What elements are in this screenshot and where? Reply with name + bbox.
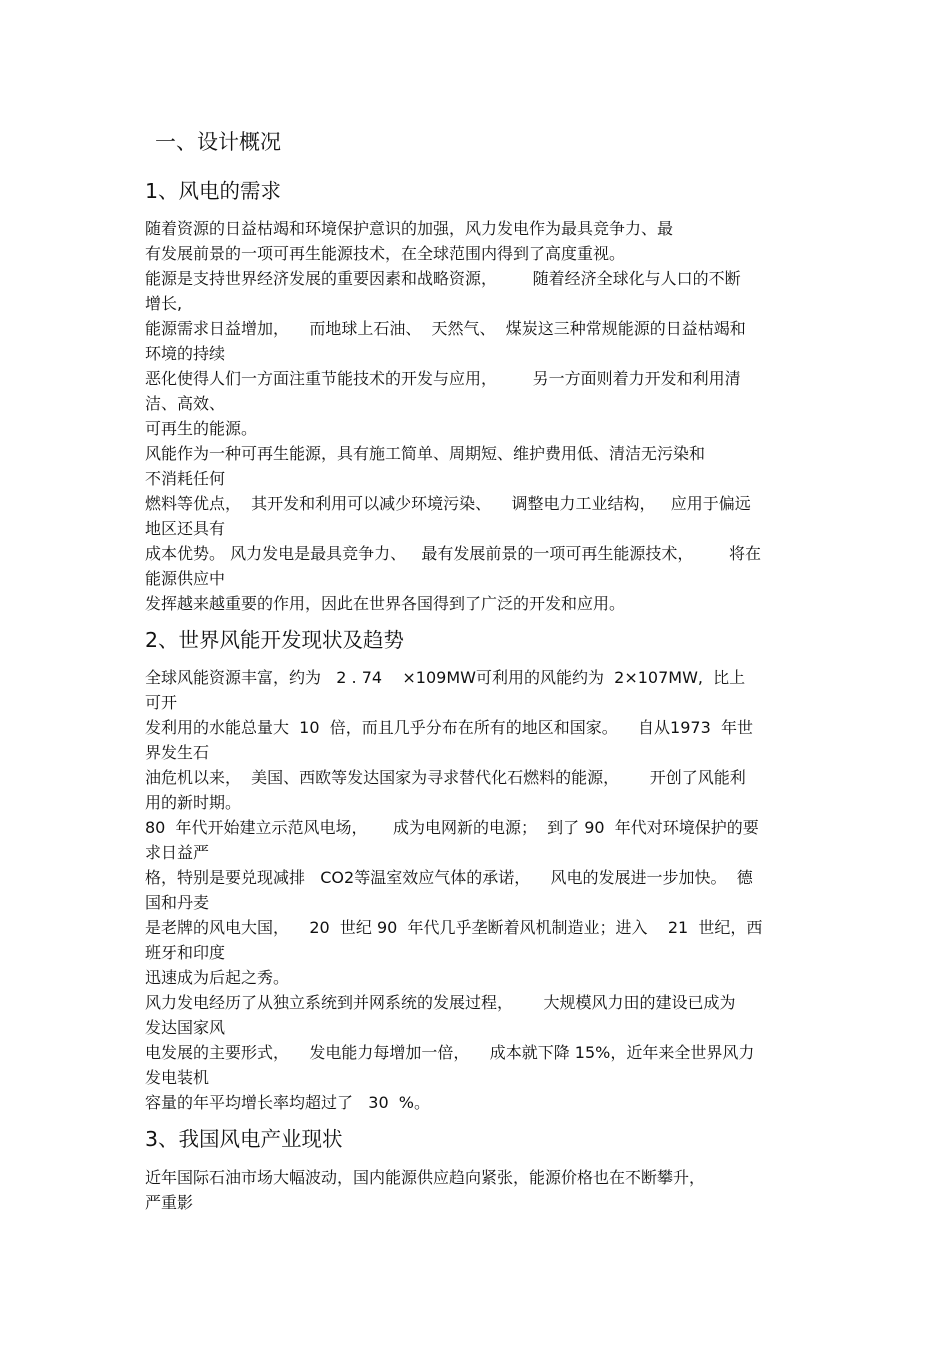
paragraph-line: 发达国家风	[145, 1018, 226, 1037]
section-heading: 3、我国风电产业现状	[145, 1127, 343, 1151]
paragraph-line: 严重影	[145, 1193, 194, 1212]
paragraph-line: 能源是支持世界经济发展的重要因素和战略资源， 随着经济全球化与人口的不断	[145, 269, 741, 288]
document-title: 一、设计概况	[155, 130, 281, 154]
paragraph-line: 求日益严	[145, 843, 210, 862]
section-heading: 1、风电的需求	[145, 179, 282, 203]
paragraph-line: 恶化使得人们一方面注重节能技术的开发与应用， 另一方面则着力开发和利用清	[145, 369, 741, 388]
paragraph-line: 有发展前景的一项可再生能源技术，在全球范围内得到了高度重视。	[145, 244, 626, 263]
paragraph-line: 可再生的能源。	[145, 419, 258, 438]
paragraph-line: 80 年代开始建立示范风电场， 成为电网新的电源； 到了 90 年代对环境保护的要	[145, 818, 759, 837]
paragraph-line: 班牙和印度	[145, 943, 226, 962]
paragraph-line: 用的新时期。	[145, 793, 242, 812]
paragraph-line: 格，特别是要兑现减排 CO2等温室效应气体的承诺， 风电的发展进一步加快。 德	[145, 868, 753, 887]
paragraph-line: 发电装机	[145, 1068, 210, 1087]
paragraph-line: 迅速成为后起之秀。	[145, 968, 290, 987]
paragraph-line: 发利用的水能总量大 10 倍，而且几乎分布在所有的地区和国家。 自从1973 年世	[145, 718, 753, 737]
paragraph-line: 增长,	[145, 294, 183, 313]
paragraph-line: 不消耗任何	[145, 469, 226, 488]
paragraph-line: 风力发电经历了从独立系统到并网系统的发展过程， 大规模风力田的建设已成为	[145, 993, 736, 1012]
paragraph-line: 燃料等优点， 其开发和利用可以减少环境污染、 调整电力工业结构， 应用于偏远	[145, 494, 751, 513]
paragraph-line: 发挥越来越重要的作用，因此在世界各国得到了广泛的开发和应用。	[145, 594, 626, 613]
paragraph-line: 是老牌的风电大国， 20 世纪 90 年代几乎垄断着风机制造业；进入 21 世纪，西	[145, 918, 763, 937]
paragraph-line: 随着资源的日益枯竭和环境保护意识的加强，风力发电作为最具竞争力、最	[145, 219, 674, 238]
paragraph-line: 成本优势。 风力发电是最具竞争力、 最有发展前景的一项可再生能源技术， 将在	[145, 544, 761, 563]
paragraph-line: 近年国际石油市场大幅波动，国内能源供应趋向紧张，能源价格也在不断攀升，	[145, 1168, 706, 1187]
paragraph-line: 环境的持续	[145, 344, 226, 363]
paragraph-line: 容量的年平均增长率均超过了 30 %。	[145, 1093, 430, 1112]
paragraph-line: 全球风能资源丰富，约为 2 . 74 ×109MW可利用的风能约为 2×107MW, 比上	[145, 668, 746, 687]
paragraph-line: 电发展的主要形式， 发电能力每增加一倍， 成本就下降 15%，近年来全世界风力	[145, 1043, 755, 1062]
paragraph-line: 油危机以来， 美国、西欧等发达国家为寻求替代化石燃料的能源， 开创了风能利	[145, 768, 746, 787]
paragraph-line: 界发生石	[145, 743, 210, 762]
paragraph-line: 可开	[145, 693, 178, 712]
section-heading: 2、世界风能开发现状及趋势	[145, 628, 405, 652]
paragraph-line: 能源供应中	[145, 569, 226, 588]
paragraph-line: 能源需求日益增加， 而地球上石油、 天然气、 煤炭这三种常规能源的日益枯竭和	[145, 319, 746, 338]
paragraph-line: 地区还具有	[145, 519, 226, 538]
paragraph-line: 风能作为一种可再生能源，具有施工简单、周期短、维护费用低、清洁无污染和	[145, 444, 706, 463]
paragraph-line: 国和丹麦	[145, 893, 210, 912]
paragraph-line: 洁、高效、	[145, 394, 226, 413]
